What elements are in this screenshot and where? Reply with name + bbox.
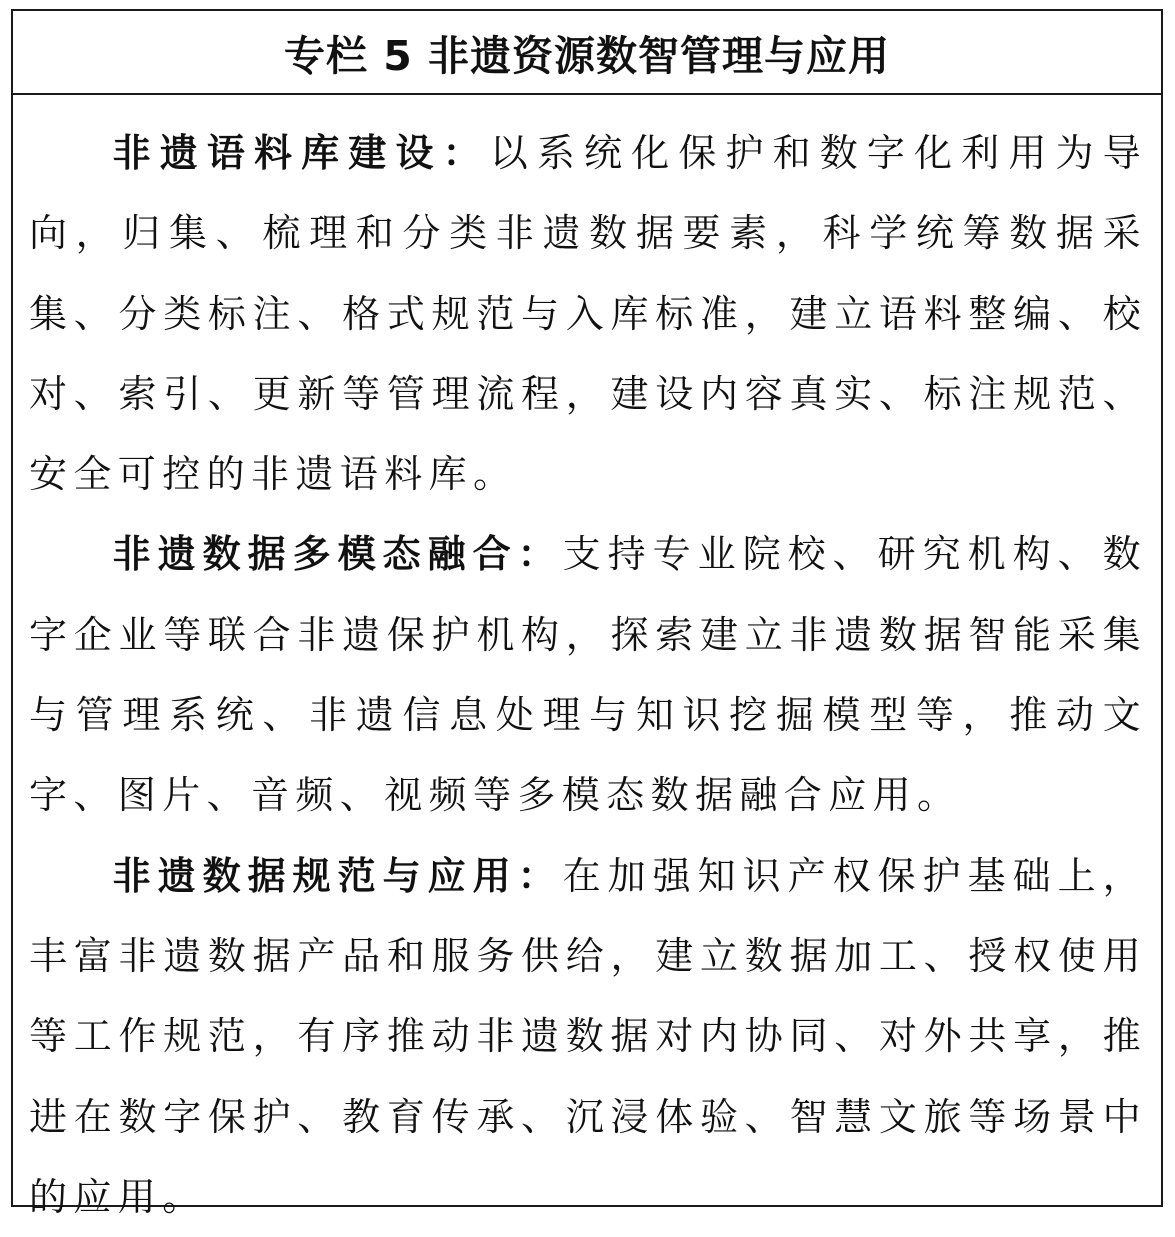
paragraph-corpus	[29, 113, 1147, 514]
paragraph-body: 在加强知识产权保护基础上，丰富非遗数据产品和服务供给，建立数据加工、授权使用等工作规范，有序推动非遗数据对内协同、对外共享，推进在数字保护、教育传承、沉浸体验、智慧文旅等场景中的应用。	[29, 853, 1147, 1219]
box-content	[13, 95, 1161, 1237]
paragraph-lead: 非遗数据规范与应用：	[112, 852, 563, 898]
column-box	[11, 9, 1163, 1219]
paragraph-body: 以系统化保护和数字化利用为导向，归集、梳理和分类非遗数据要素，科学统筹数据采集、分类标注、格式规范与入库标准，建立语料整编、校对、索引、更新等管理流程，建设内容真实、标注规范、安全可控的非遗语料库。	[29, 131, 1148, 497]
paragraph-multimodal	[29, 514, 1147, 835]
paragraph-body: 支持专业院校、研究机构、数字企业等联合非遗保护机构，探索建立非遗数据智能采集与管理系统、非遗信息处理与知识挖掘模型等，推动文字、图片、音频、视频等多模态数据融合应用。	[29, 532, 1147, 818]
title-row	[13, 11, 1161, 95]
box-title: 专栏 5 非遗资源数智管理与应用	[283, 31, 891, 80]
paragraph-standards	[29, 836, 1147, 1237]
paragraph-lead: 非遗数据多模态融合：	[112, 531, 563, 577]
paragraph-lead: 非遗语料库建设：	[112, 130, 490, 175]
